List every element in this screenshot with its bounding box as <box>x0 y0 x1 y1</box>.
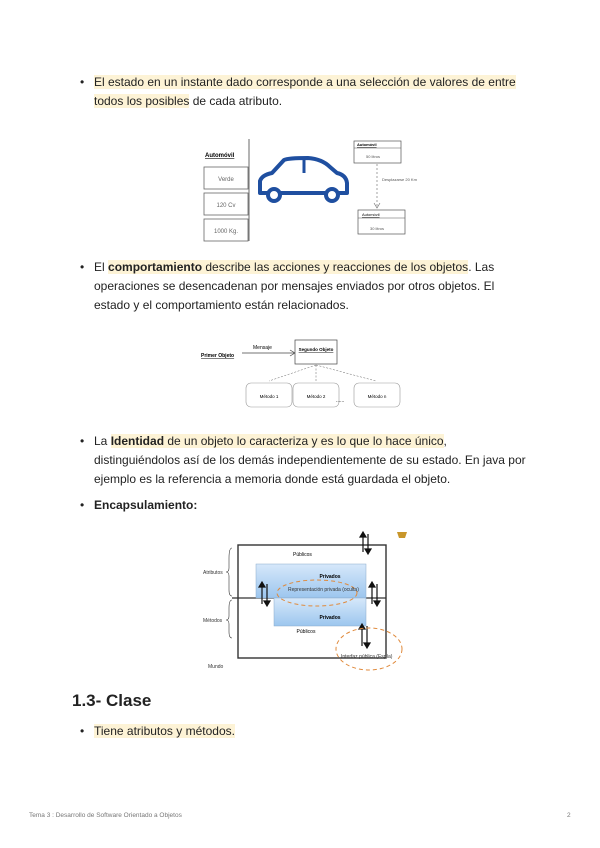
bullet-comportamiento <box>80 258 530 315</box>
method-1: Método 1 <box>259 394 279 399</box>
representacion-privada: Representación privada (oculta) <box>288 587 359 593</box>
identidad-term: Identidad <box>110 434 165 448</box>
metodos-label: Métodos <box>203 618 223 624</box>
comportamiento-highlight: describe las acciones y reacciones de los objetos <box>202 260 469 274</box>
message-diagram <box>196 336 416 412</box>
identidad-highlight: de un objeto lo caracteriza y es lo que lo hace único <box>164 434 444 448</box>
section-heading: 1.3- Clase <box>72 691 152 710</box>
state2-value: 30 litros <box>370 226 385 231</box>
footer-title: Tema 3 : Desarrollo de Software Orientado a Objetos <box>29 812 182 819</box>
bullet-dot: • <box>80 75 85 89</box>
car-icon <box>260 158 347 201</box>
encapsulation-diagram <box>196 528 416 676</box>
bullet-estado <box>80 73 530 111</box>
comportamiento-rest: . Las operaciones se desencadenan por mensajes enviados por otros objetos. El estado y el comportamiento están relacionados. <box>94 260 495 312</box>
bullet-dot: • <box>80 498 85 512</box>
attr-value: 1000 Kg. <box>213 229 239 235</box>
bullet-dot: • <box>80 434 85 448</box>
estado-rest: de cada atributo. <box>189 94 283 108</box>
comportamiento-term: comportamiento <box>108 260 203 274</box>
mundo-label: Mundo <box>208 664 224 670</box>
atributos-label: Atributos <box>203 570 223 576</box>
first-object: Primer Objeto <box>201 353 235 359</box>
method-n: Método n <box>367 394 387 399</box>
bullet-clase <box>80 722 530 741</box>
privados-top: Privados <box>319 574 341 580</box>
state1-title: Automóvil <box>357 142 377 147</box>
second-object: Segundo Objeto <box>298 347 334 352</box>
marker-icon <box>397 532 407 538</box>
identidad-pre: La <box>94 434 111 448</box>
publicos-bottom: Públicos <box>296 629 316 635</box>
bullet-dot: • <box>80 724 85 738</box>
method-2: Método 2 <box>306 394 326 399</box>
identidad-rest: , distinguiéndolos así de los demás independientemente de su estado. En java por ejemplo es la referencia a memoria donde está guardada el objeto. <box>94 434 526 486</box>
interfaz-publica: Interfaz pública (Espía) <box>341 654 393 660</box>
bullet-dot: • <box>80 260 85 274</box>
attr-value: Verde <box>218 177 234 183</box>
state1-value: 50 litros <box>366 154 381 159</box>
bullet-encapsulamiento <box>80 496 530 515</box>
message-label: Mensaje <box>253 345 272 351</box>
transition-label: Desplazarse 20 Km <box>382 177 417 182</box>
method-dots: ...... <box>336 398 345 404</box>
clase-highlight: Tiene atributos y métodos. <box>94 724 235 738</box>
estado-highlight: El estado en un instante dado corresponde a una selección de valores de entre todos los posibles <box>94 75 516 108</box>
privados-bottom: Privados <box>319 615 341 621</box>
comportamiento-pre: El <box>94 260 109 274</box>
state-diagram <box>196 133 426 243</box>
publicos-top: Públicos <box>293 552 312 558</box>
attr-value: 120 Cv <box>216 203 236 209</box>
encapsulamiento-title: Encapsulamiento: <box>94 498 198 512</box>
bullet-identidad <box>80 432 530 489</box>
object-title: Automóvil <box>205 153 235 159</box>
state2-title: Automóvil <box>362 212 380 217</box>
page-number: 2 <box>567 812 571 819</box>
